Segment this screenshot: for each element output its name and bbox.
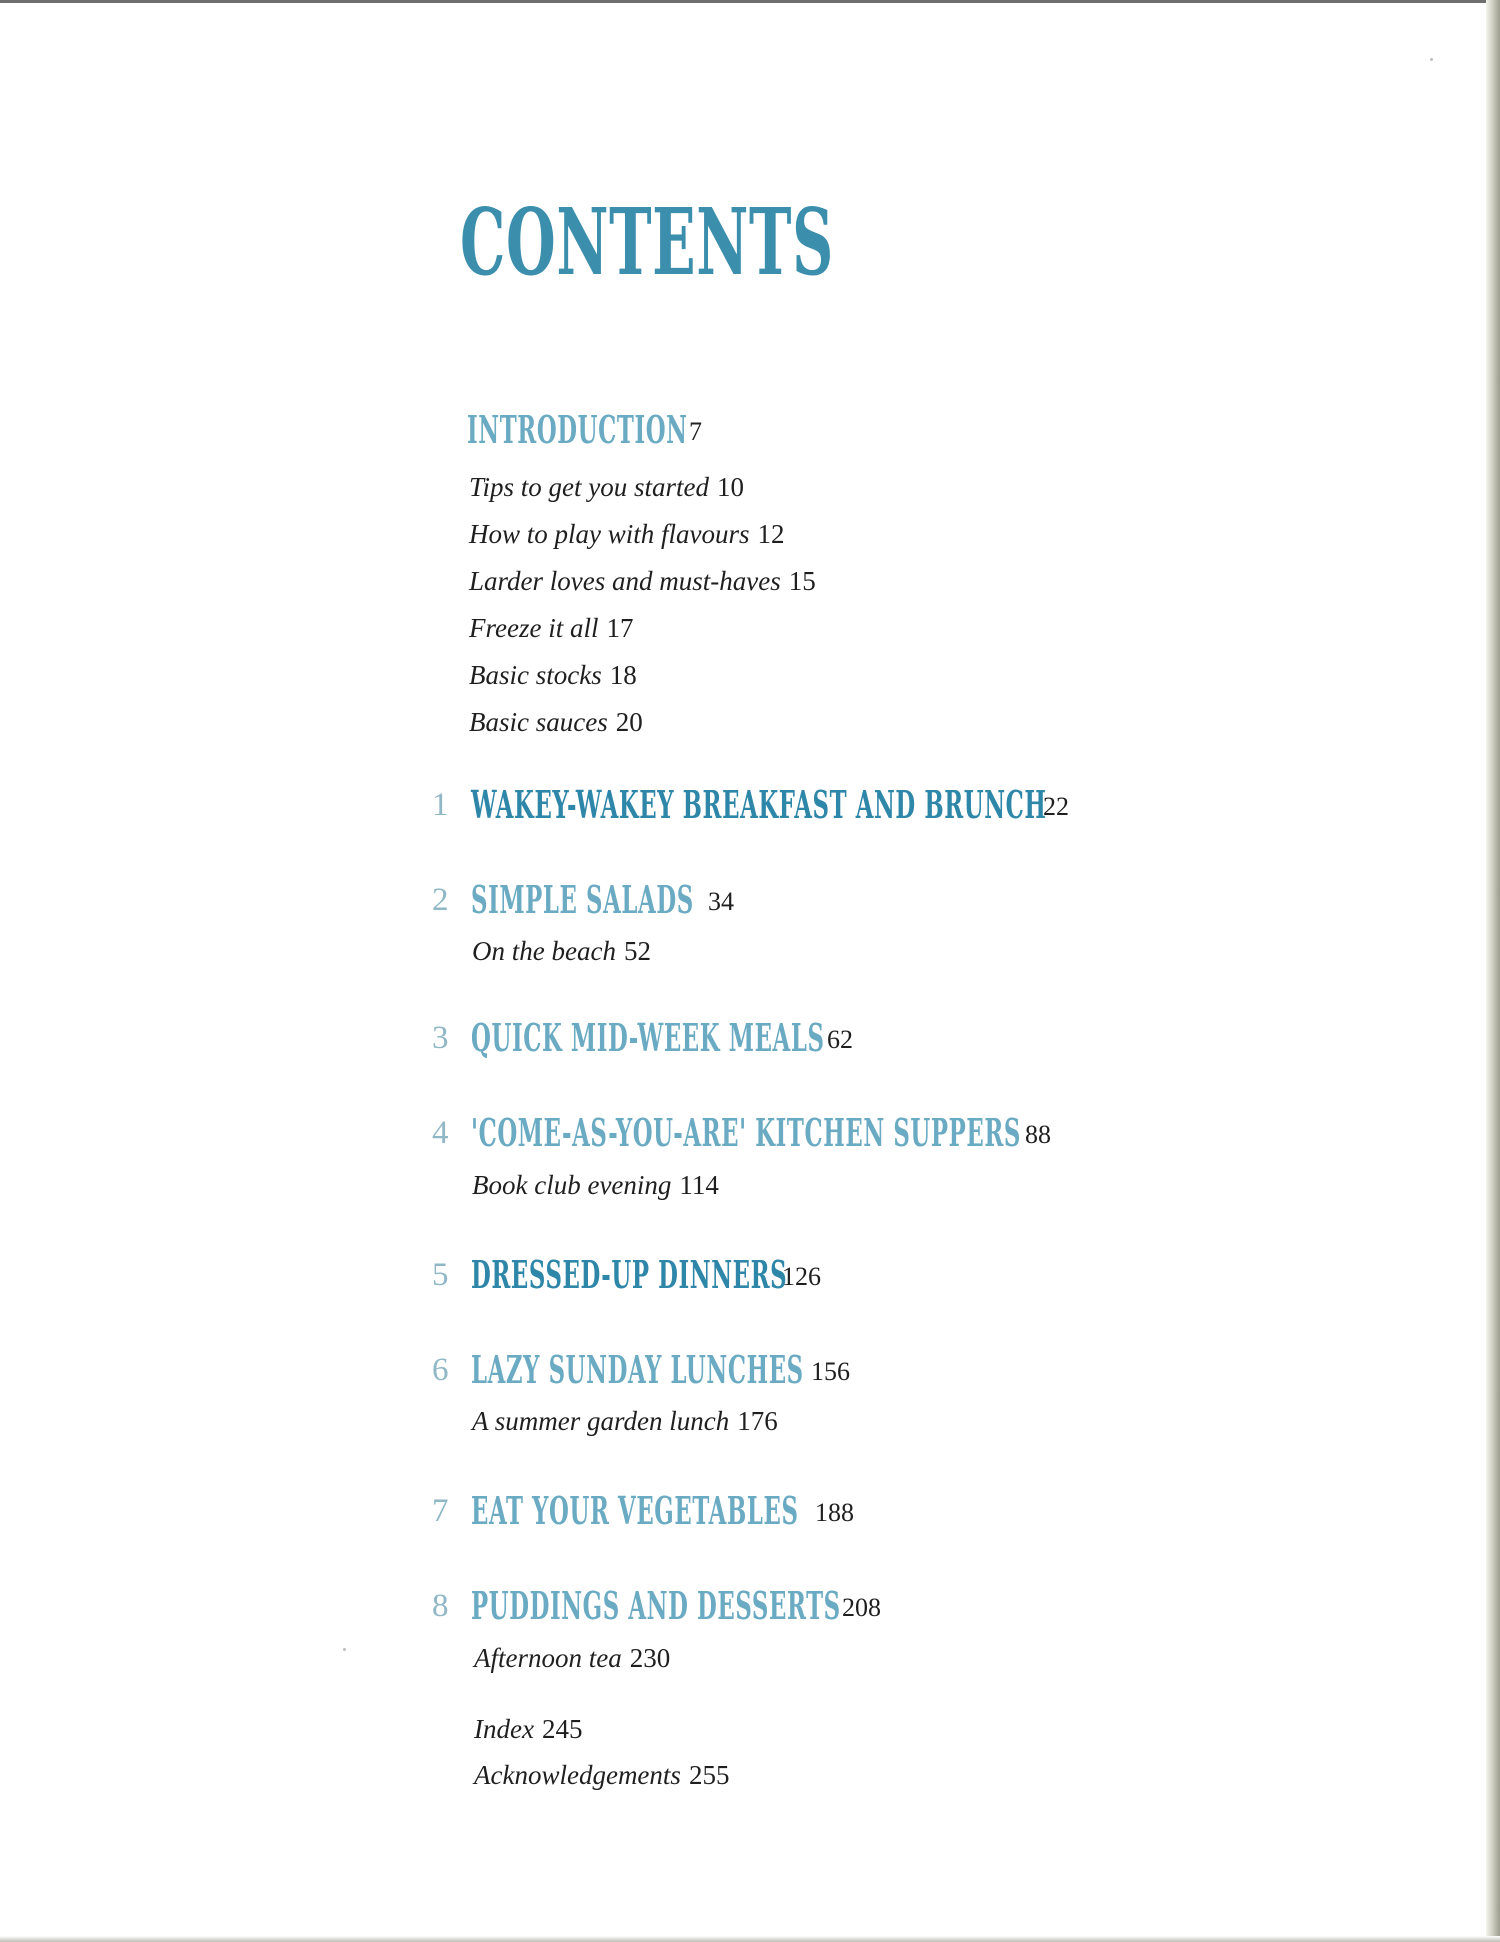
chapter-page: 208: [842, 1593, 881, 1622]
subitem-label: Larder loves and must-haves: [469, 566, 781, 596]
chapter-number: 2: [432, 882, 449, 918]
subitem-label: On the beach: [472, 936, 616, 966]
chapter-number: 4: [432, 1115, 449, 1151]
chapter-number: 7: [432, 1493, 449, 1529]
back-matter-page: 245: [541, 1714, 583, 1744]
chapter-title: QUICK MID-WEEK MEALS: [471, 1015, 825, 1060]
chapter-page: 34: [708, 887, 734, 916]
chapter-page: 188: [815, 1498, 854, 1527]
subitem-label: Book club evening: [472, 1170, 672, 1200]
subitem-page: 10: [717, 472, 745, 502]
chapter-page: 22: [1043, 792, 1069, 821]
subitem-label: How to play with flavours: [469, 519, 750, 549]
chapter-title: SIMPLE SALADS: [471, 877, 694, 922]
subitem-label: Basic sauces: [469, 707, 608, 737]
chapter-title: 'COME-AS-YOU-ARE' KITCHEN SUPPERS: [471, 1110, 1021, 1155]
subitem-page: 15: [788, 566, 816, 596]
subitem-page: 230: [629, 1643, 671, 1673]
subitem-page: 176: [737, 1406, 778, 1436]
chapter-number: 6: [432, 1352, 449, 1388]
chapter-number: 3: [432, 1020, 449, 1056]
chapter-page: 88: [1025, 1120, 1051, 1149]
chapter-title: WAKEY-WAKEY BREAKFAST AND BRUNCH: [471, 782, 1047, 827]
chapter-title: PUDDINGS AND DESSERTS: [471, 1583, 841, 1628]
subitem-label: Basic stocks: [469, 660, 602, 690]
chapter-number: 8: [432, 1588, 449, 1624]
chapter-title: LAZY SUNDAY LUNCHES: [471, 1347, 804, 1392]
back-matter-label: Acknowledgements: [474, 1760, 681, 1790]
introduction-page: 7: [689, 417, 702, 446]
introduction-heading: INTRODUCTION: [467, 407, 688, 452]
page-title: CONTENTS: [460, 188, 834, 296]
subitem-page: 114: [679, 1170, 719, 1200]
chapter-page: 126: [782, 1262, 821, 1291]
chapter-number: 1: [432, 787, 449, 823]
chapter-title: DRESSED-UP DINNERS: [471, 1252, 788, 1297]
subitem-page: 12: [757, 519, 785, 549]
subitem-page: 17: [606, 613, 634, 643]
back-matter-page: 255: [688, 1760, 730, 1790]
chapter-page: 156: [811, 1357, 850, 1386]
chapter-title: EAT YOUR VEGETABLES: [471, 1488, 799, 1533]
subitem-page: 52: [623, 936, 651, 966]
subitem-page: 20: [615, 707, 643, 737]
subitem-label: Freeze it all: [469, 613, 599, 643]
subitem-label: A summer garden lunch: [472, 1406, 730, 1436]
back-matter-label: Index: [474, 1714, 534, 1744]
chapter-page: 62: [827, 1025, 853, 1054]
subitem-page: 18: [609, 660, 637, 690]
subitem-label: Tips to get you started: [469, 472, 710, 502]
subitem-label: Afternoon tea: [474, 1643, 622, 1673]
chapter-number: 5: [432, 1257, 449, 1293]
